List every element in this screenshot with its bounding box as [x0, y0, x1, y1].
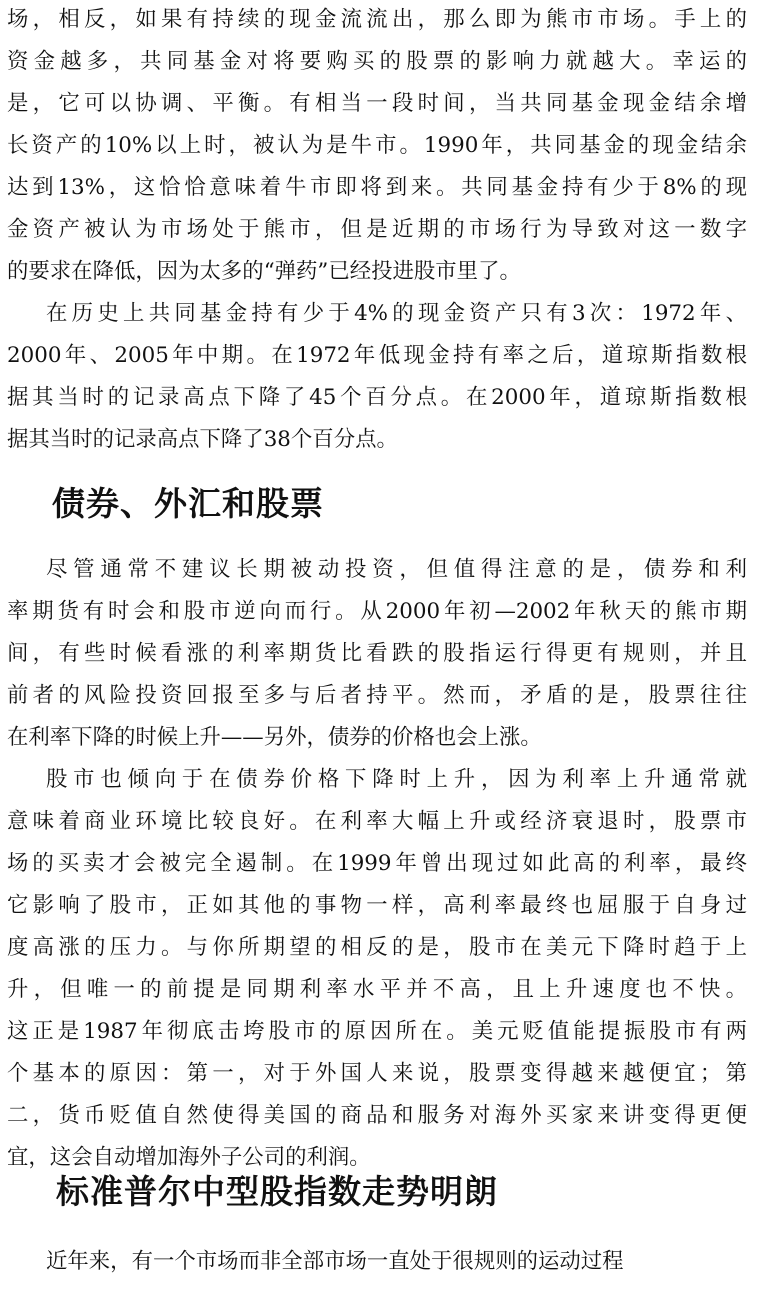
text-line: 度高涨的压力。与你所期望的相反的是，股市在美元下降时趋于上 — [7, 935, 747, 960]
text-line: 率期货有时会和股市逆向而行。从2000年初—2002年秋天的熊市期 — [7, 599, 747, 624]
text-line: 个基本的原因：第一，对于外国人来说，股票变得越来越便宜；第 — [7, 1061, 747, 1086]
text-line: 场的买卖才会被完全遏制。在1999年曾出现过如此高的利率，最终 — [7, 851, 747, 876]
text-line: 金资产被认为市场处于熊市，但是近期的市场行为导致对这一数字 — [7, 217, 747, 242]
text-line: 前者的风险投资回报至多与后者持平。然而，矛盾的是，股票往往 — [7, 683, 747, 708]
text-line: 它影响了股市，正如其他的事物一样，高利率最终也屈服于自身过 — [7, 893, 747, 918]
text-line: 资金越多，共同基金对将要购买的股票的影响力就越大。幸运的 — [7, 49, 747, 74]
text-line: 据其当时的记录高点下降了45个百分点。在2000年，道琼斯指数根 — [7, 385, 747, 410]
text-line: 间，有些时候看涨的利率期货比看跌的股指运行得更有规则，并且 — [7, 641, 747, 666]
section-heading: 标准普尔中型股指数走势明朗 — [56, 1172, 498, 1211]
text-line: 的要求在降低，因为太多的“弹药”已经投进股市里了。 — [7, 259, 521, 284]
text-line: 升，但唯一的前提是同期利率水平并不高，且上升速度也不快。 — [7, 977, 747, 1002]
text-line: 近年来，有一个市场而非全部市场一直处于很规则的运动过程 — [46, 1249, 624, 1274]
text-line: 二，货币贬值自然使得美国的商品和服务对海外买家来讲变得更便 — [7, 1103, 747, 1128]
text-line: 据其当时的记录高点下降了38个百分点。 — [7, 427, 398, 452]
text-line: 在利率下降的时候上升——另外，债券的价格也会上涨。 — [7, 725, 542, 750]
text-line: 宜，这会自动增加海外子公司的利润。 — [7, 1145, 371, 1170]
text-line: 在历史上共同基金持有少于4%的现金资产只有3次：1972年、 — [46, 301, 747, 326]
text-line: 是，它可以协调、平衡。有相当一段时间，当共同基金现金结余增 — [7, 91, 747, 116]
text-line: 2000年、2005年中期。在1972年低现金持有率之后，道琼斯指数根 — [7, 343, 747, 368]
text-line: 场，相反，如果有持续的现金流流出，那么即为熊市市场。手上的 — [7, 7, 747, 32]
text-line: 长资产的10%以上时，被认为是牛市。1990年，共同基金的现金结余 — [7, 133, 747, 158]
text-line: 尽管通常不建议长期被动投资，但值得注意的是，债券和利 — [46, 557, 747, 582]
section-heading: 债券、外汇和股票 — [52, 484, 324, 523]
text-line: 达到13%，这恰恰意味着牛市即将到来。共同基金持有少于8%的现 — [7, 175, 747, 200]
text-line: 意味着商业环境比较良好。在利率大幅上升或经济衰退时，股票市 — [7, 809, 747, 834]
text-line: 这正是1987年彻底击垮股市的原因所在。美元贬值能提振股市有两 — [7, 1019, 747, 1044]
text-line: 股市也倾向于在债券价格下降时上升，因为利率上升通常就 — [46, 767, 747, 792]
